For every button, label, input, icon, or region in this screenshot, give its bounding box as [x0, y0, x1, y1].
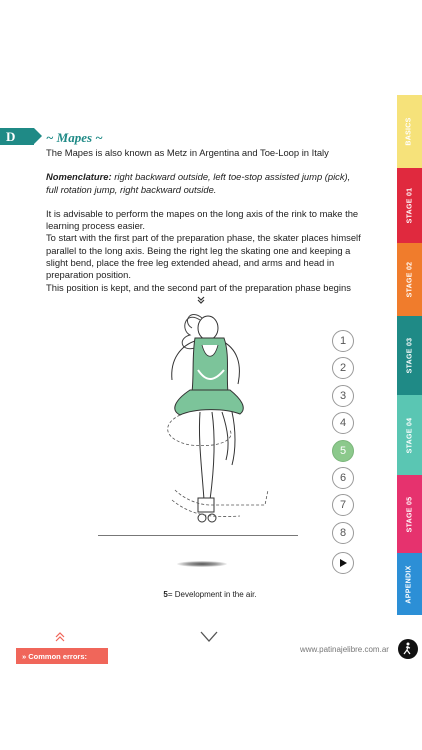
paragraph-continuation: This position is kept, and the second part of the preparation phase begins — [46, 281, 351, 293]
next-page-chevron-icon[interactable] — [199, 630, 219, 644]
step-caption — [150, 590, 270, 600]
tab-stage-03[interactable] — [397, 316, 422, 395]
play-button[interactable] — [332, 552, 354, 574]
step-button-2[interactable]: 2 — [332, 357, 354, 379]
tab-label: STAGE 05 — [406, 496, 414, 532]
tab-stage-04[interactable] — [397, 395, 422, 475]
step-button-7[interactable]: 7 — [332, 494, 354, 516]
common-errors-button[interactable]: » Common errors: — [16, 648, 108, 664]
skater-shadow — [177, 561, 227, 567]
play-icon — [338, 558, 348, 568]
page-title: ~ Mapes ~ — [46, 130, 103, 145]
nomenclature-text: right backward outside, left toe-stop assisted jump (pick), full rotation jump, right backward outside. — [46, 171, 351, 195]
step-button-1[interactable]: 1 — [332, 330, 354, 352]
tab-appendix[interactable] — [397, 553, 422, 615]
step-button-4[interactable]: 4 — [332, 412, 354, 434]
tab-label: APPENDIX — [406, 564, 413, 604]
paragraph-intro: The Mapes is also known as Metz in Argentina and Toe-Loop in Italy — [46, 147, 329, 158]
step-button-5[interactable]: 5 — [332, 440, 354, 462]
ground-line — [98, 535, 298, 536]
caption-text: = Development in the air. — [167, 590, 257, 599]
tab-label: BASICS — [406, 117, 413, 146]
section-letter: D — [6, 128, 16, 144]
tab-stage-01[interactable] — [397, 168, 422, 243]
tab-basics[interactable] — [397, 95, 422, 168]
paragraph-preparation: To start with the first part of the preparation phase, the skater places himself parallel to the long axis. Being the right leg the skating one and keeping a slight bend, place the free leg extended ahead, and arms and head in preparation position. — [46, 232, 361, 281]
tab-stage-05[interactable] — [397, 475, 422, 553]
nomenclature-label: Nomenclature: — [46, 171, 112, 183]
lesson-text[interactable] — [46, 147, 361, 293]
skater-logo-icon — [398, 639, 418, 659]
website-link[interactable]: www.patinajelibre.com.ar — [300, 645, 389, 654]
paragraph-nomenclature — [46, 171, 361, 196]
skater-illustration — [140, 300, 290, 545]
tab-stage-02[interactable] — [397, 243, 422, 316]
tab-label: STAGE 04 — [406, 417, 414, 453]
tab-label: STAGE 01 — [406, 187, 414, 224]
step-button-3[interactable]: 3 — [332, 385, 354, 407]
step-button-8[interactable]: 8 — [332, 522, 354, 544]
tab-label: STAGE 03 — [406, 337, 414, 374]
step-button-6[interactable]: 6 — [332, 467, 354, 489]
paragraph-advice: It is advisable to perform the mapes on the long axis of the rink to make the learning process easier. — [46, 207, 359, 232]
section-tag — [0, 128, 34, 145]
scroll-up-icon[interactable] — [54, 632, 66, 642]
caption-step-number: 5 — [163, 590, 168, 599]
tab-label: STAGE 02 — [406, 261, 414, 298]
